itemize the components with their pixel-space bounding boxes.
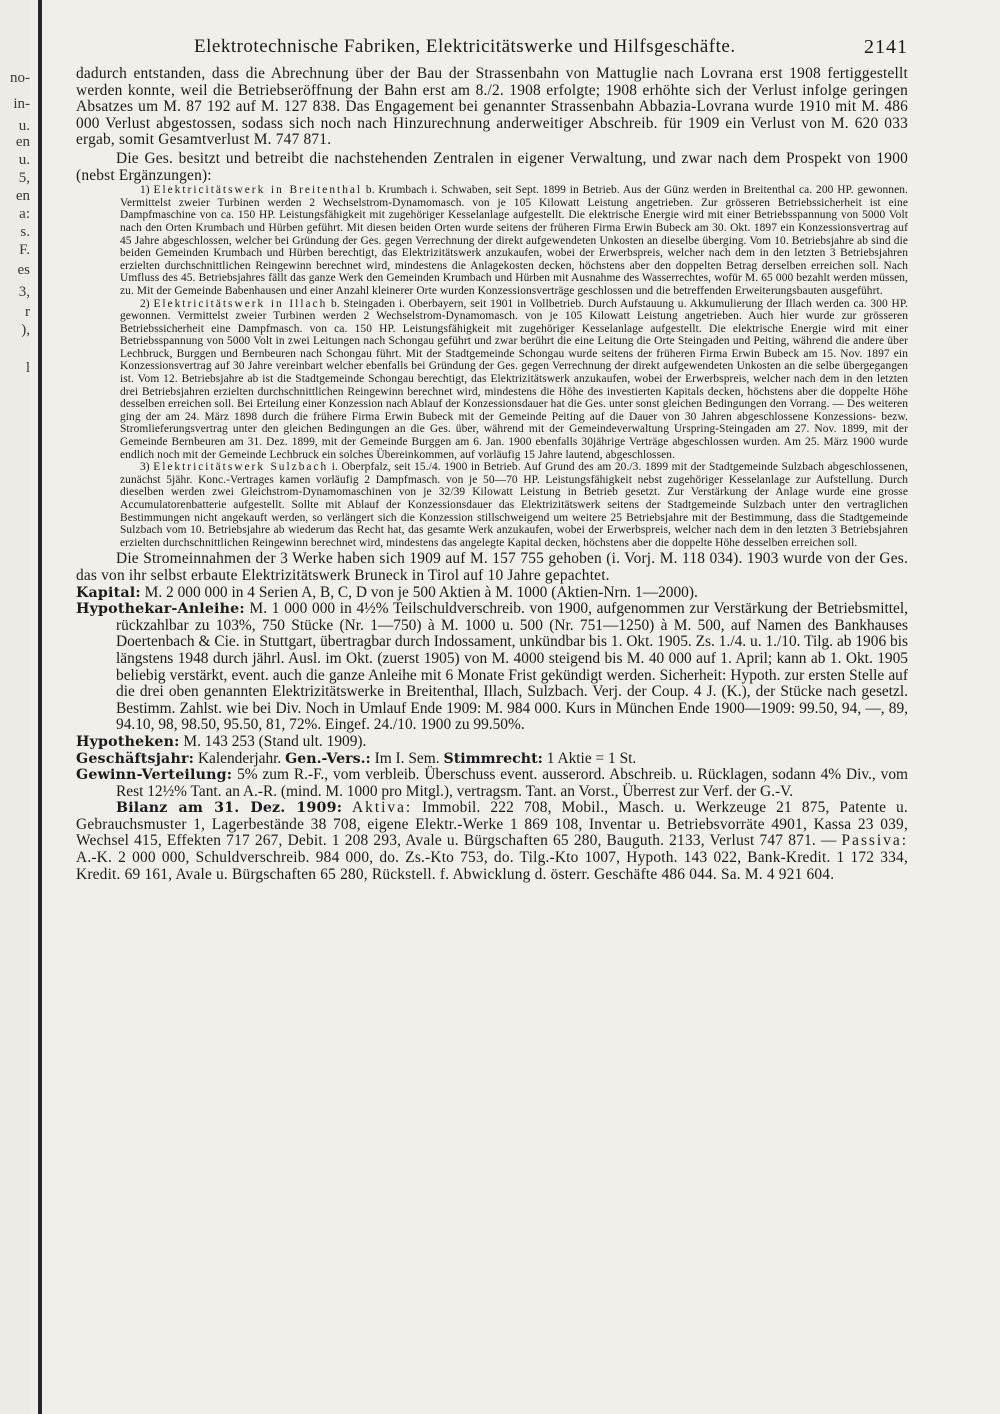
running-head: Elektrotechnische Fabriken, Elektricitätswerke und Hilfsgeschäfte. xyxy=(194,36,736,57)
stimmrecht-text: 1 Aktie = 1 St. xyxy=(546,749,637,767)
kapital-label: Kapital: xyxy=(76,584,141,601)
aktiva-text: Immobil. 222 708, Mobil., Masch. u. Werkzeuge 21 875, Patente u. Gebrauchsmuster 1, Lagerbestände 38 708, eigene Elektr.-Werke 1 869 108, Inventar u. Betriebsvorräte 4901, Kassa 23 039, Wechsel 415, Effekten 717 267, Debit. 1 208 293, Avale u. Bürgschaften 65 280, Bauguth. 2133, Verlust 747 871. — xyxy=(76,799,908,850)
aktiva-label: Aktiva: xyxy=(352,799,413,817)
stromeinnahmen-paragraph: Die Stromeinnahmen der 3 Werke haben sich 1909 auf M. 157 755 gehoben (i. Vorj. M. 118 034). 1903 wurde von der Ges. das von ihr selbst erbaute Elektrizitätswerk Bruneck in Tirol auf 10 Jahre gepachtet. xyxy=(76,550,908,584)
plant-text: b. Krumbach i. Schwaben, seit Sept. 1899 in Betrieb. Aus der Günz werden in Breitenthal ca. 200 HP. gewonnen. Vermittelst zweier Turbinen werden 2 Wechselstrom-Dynamomasch. von je 105 Kilowatt Leistung angetrieben. Zur grösseren Betriebssicherheit ist eine Dampfmaschine von ca. 150 HP. Leistungsfähigkeit mit zugehöriger Kesselanlage aufgestellt. Die elektrische Energie wird mit einer Betriebsspannung von 5000 Volt nach den Orten Krumbach und Hürben geführt. Mit diesen beiden Orten wurde seitens der früheren Firma Erwin Bubeck am 30. Okt. 1897 ein Konzessionsvertrag auf 45 Jahre abgeschlossen, welcher bei Gründung der Ges. gegen Verrechnung der direkt aufgewendeten Unkosten an dieselbe überging. Vom 10. Betriebsjahre ab sind die beiden Gemeinden Krumbach und Hürben berechtigt, das Elektrizitätswerk anzukaufen, wobei der Erwerbspreis, welcher nach dem in den letzten 3 Betriebsjahren erzielten durchschnittlichen Reingewinn berechnet wird, mindestens die Anlagekosten decken, höchstens aber den doppelten Betrag derselben erreichen soll. Nach Umfluss des 45. Betriebsjahres fällt das ganze Werk den Gemeinden Krumbach und Hürben mit Ausnahme des Wasserrechtes, wofür M. 65 000 bezahlt werden müssen, zu. Mit der Gemeinde Babenhausen und einer Anzahl kleinerer Orte wurden Konzessionsverträge geschlossen und die betreffenden Erweiterungsbauten ausgeführt. xyxy=(120,184,909,297)
margin-fragment: u. xyxy=(18,152,30,168)
margin-fragment: 3, xyxy=(18,284,30,300)
geschaeftsjahr-label: Geschäftsjahr: xyxy=(76,750,195,767)
margin-fragment: en xyxy=(15,134,30,150)
gen-vers-label: Gen.-Vers.: xyxy=(285,750,371,767)
geschaeftsjahr-text: Kalenderjahr. xyxy=(197,749,282,767)
passiva-label: Passiva: xyxy=(841,832,908,850)
hypotheken-entry xyxy=(76,734,908,751)
binding-gutter xyxy=(38,0,42,1414)
plant-number: 1) xyxy=(140,184,150,197)
geschaeftsjahr-entry xyxy=(76,751,908,768)
margin-fragment: s. xyxy=(20,224,30,240)
margin-fragment: 5, xyxy=(18,170,30,186)
margin-fragment: en xyxy=(15,188,30,204)
gewinn-text: 5% zum R.-F., vom verbleib. Überschuss event. ausserord. Abschreib. u. Rücklagen, sodann 4% Div., vom Rest 12½% Tant. an A.-R. (mind. M. 1000 pro Mitgl.), vertragsm. Tant. an Vorst., Überrest zur Verf. der G.-V. xyxy=(116,766,908,800)
margin-fragment: F. xyxy=(19,242,30,258)
bilanz-entry xyxy=(76,800,908,883)
hypothekar-label: Hypothekar-Anleihe: xyxy=(76,601,245,618)
gen-vers-text: Im I. Sem. xyxy=(374,749,440,767)
kapital-entry xyxy=(76,585,908,602)
margin-fragment: no- xyxy=(10,70,30,86)
gewinn-entry xyxy=(76,767,908,800)
margin-fragment: ), xyxy=(21,322,30,338)
passiva-text: A.-K. 2 000 000, Schuldverschreib. 984 000, do. Zs.-Kto 753, do. Tilg.-Kto 1007, Hypoth. 143 022, Bank-Kredit. 1 172 334, Kredit. 69 161, Avale u. Bürgschaften 65 280, Rückstell. f. Abwicklung d. österr. Geschäfte 486 044. Sa. M. 4 921 604. xyxy=(76,849,908,883)
left-margin-strip xyxy=(0,0,30,1414)
margin-fragment: u. xyxy=(18,118,30,134)
intro-paragraph: dadurch entstanden, dass die Abrechnung über der Bau der Strassenbahn von Mattuglie nach Lovrana erst 1908 fertiggestellt werden konnte, weil die Betriebseröffnung der Bahn erst am 8./2. 1908 erfolgte; 1908 erhöhte sich der Verlust infolge geringen Absatzes um M. 87 192 auf M. 127 838. Das Engagement bei genannter Strassenbahn Abbazia-Lovrana wurde 1910 mit M. 486 000 Verlust abgestossen, sodass sich noch nach Hinzurechnung anderweitiger Abschreib. für 1909 ein Verlust von M. 620 033 ergab, somit Gesamtverlust M. 747 871. xyxy=(76,65,908,149)
plant-name: Elektricitätswerk Sulzbach xyxy=(153,461,329,474)
plant-number: 2) xyxy=(140,297,150,310)
plant-number: 3) xyxy=(140,461,150,474)
plant-name: Elektricitätswerk in Illach xyxy=(153,297,328,310)
plant-text: i. Oberpfalz, seit 15./4. 1900 in Betrieb. Auf Grund des am 20./3. 1899 mit der Stadtgemeinde Sulzbach abgeschlossenen, zunächst 5jähr. Konc.-Vertrages kamen vorläufig 2 Dampfmasch. von je 50—70 HP. Leistungsfähigkeit nebst zugehöriger Kesselanlage zur Aufstellung. Durch dieselben werden zwei Gleichstrom-Dynamomaschinen von je 32/39 Kilowatt Leistung in Betrieb gesetzt. Zur Verstärkung der Anlage wurde eine grosse Accumulatorenbatterie aufgestellt. Sollte mit Ablauf der Konzessionsdauer das Elektrizitätswerk seitens der Stadtgemeinde Sulzbach unter den vertraglichen Bestimmungen nicht angekauft werden, so verlängert sich die Konzession stillschweigend um weitere 25 Betriebsjahre mit der Bestimmung, dass die Stadtgemeinde Sulzbach vom 10. Betriebsjahre ab wiederum das Recht hat, das gesamte Werk anzukaufen, wobei der Erwerbspreis, welcher nach dem in den letzten 3 Betriebsjahren erzielten durchschnittlichen Reingewinn berechnet wird, mindestens das angelegte Kapital decken, höchstens aber die doppelte Höhe desselben erreichen soll. xyxy=(120,461,908,549)
plant-illach xyxy=(120,298,908,462)
plant-text: b. Steingaden i. Oberbayern, seit 1901 in Vollbetrieb. Durch Aufstauung u. Akkumulierung der Illach werden ca. 300 HP. gewonnen. Vermittelst zweier Turbinen werden 2 Wechselstrom-Dynamomasch. von je 105 Kilowatt Leistung angetrieben. Auch hier wurde zur grösseren Betriebssicherheit eine Dampfmasch. von ca. 150 HP. Leistungsfähigkeit mit zugehöriger Kesselanlage aufgestellt. Die elektrische Energie wird mit einer Betriebsspannung von 5000 Volt in zwei Leitungen nach Schongau geführt und zwar berührt die eine Leitung die Orte Steingaden und Peiting, während die andere über Lechbruck, Burggen und Bernbeuren nach Schongau führt. Mit der Stadtgemeinde Schongau wurde seitens der früheren Firma Erwin Bubeck am 15. Nov. 1897 ein Konzessionsvertrag auf 30 Jahre vereinbart welcher ebenfalls bei Gründung der Ges. gegen Verrechnung der direkt aufgewendeten Unkosten an die selbe übergegangen ist. Vom 12. Betriebsjahre ab ist die Stadtgemeinde Schongau berechtigt, das Elektrizitätswerk anzukaufen, wobei der Erwerbspreis, welcher nach dem in den letzten drei Betriebsjahren erzielten durchschnittlichen Reingewinn berechnet wird, mindestens die Höhe des investierten Kapitals decken, höchstens aber die doppelte Höhe desselben erreichen soll. Bei Erteilung einer Konzession nach Ablauf der Konzessionsdauer hat die Ges. unter sonst gleichen Bedingungen den Vorrang. — Des weiteren ging der am 24. März 1898 durch die frühere Firma Erwin Bubeck mit der Gemeinde Peiting auf die Dauer von 30 Jahren abgeschlossene Konzessions- bezw. Stromlieferungsvertrag unter den gleichen Bedingungen an die Ges. über, während mit der Gemeindeverwaltung Urspring-Steingaden am 27. Nov. 1899, mit der Gemeinde Bernbeuren am 31. Dez. 1899, mit der Gemeinde Burggen am 6. Jan. 1900 ebenfalls 30jährige Verträge abgeschlossen wurden. Am 25. März 1900 wurde endlich noch mit der Gemeinde Lechbruck ein solches Übereinkommen, auf vorläufig 15 Jahre lautend, abgeschlossen. xyxy=(120,297,908,461)
margin-fragment: r xyxy=(25,304,30,320)
hypothekar-text: M. 1 000 000 in 4½% Teilschuldverschreib. von 1900, aufgenommen zur Verstärkung der Betriebsmittel, rückzahlbar zu 103%, 750 Stücke (Nr. 1—750) à M. 1000 u. 500 (Nr. 751—1250) à M. 500, auf Namen des Bankhauses Doertenbach & Cie. in Stuttgart, übertragbar durch Indossament, unkündbar bis 1. Okt. 1905. Zs. 1./4. u. 1./10. Tilg. ab 1906 bis längstens 1948 durch jährl. Ausl. im Okt. (zuerst 1905) von M. 4000 steigend bis M. 40 000 auf 1. April; kann ab 1. Okt. 1905 beliebig verstärkt, event. auch die ganze Anleihe mit 6 Monate Frist gekündigt werden. Sicherheit: Hypoth. zur ersten Stelle auf die drei oben genannten Elektrizitätswerke in Breitenthal, Illach, Sulzbach. Verj. der Coup. 4 J. (K.), der Stücke nach gesetzl. Bestimm. Zahlst. wie bei Div. Noch in Umlauf Ende 1909: M. 984 000. Kurs in München Ende 1900—1909: 99.50, 94, —, 89, 94.10, 98, 98.50, 95.50, 81, 72%. Eingef. 24./10. 1900 zu 99.50%. xyxy=(116,600,908,734)
hypothekar-entry xyxy=(76,601,908,734)
stimmrecht-label: Stimmrecht: xyxy=(443,750,543,767)
hypotheken-label: Hypotheken: xyxy=(76,733,180,750)
margin-fragment: a: xyxy=(19,206,30,222)
gewinn-label: Gewinn-Verteilung: xyxy=(76,767,233,784)
plant-sulzbach xyxy=(120,461,908,549)
margin-fragment: in- xyxy=(13,96,30,112)
margin-fragment: es xyxy=(17,262,30,278)
page-header xyxy=(76,36,908,66)
zentralen-intro: Die Ges. besitzt und betreibt die nachstehenden Zentralen in eigener Verwaltung, und zwar nach dem Prospekt von 1900 (nebst Ergänzungen): xyxy=(76,149,908,184)
plant-breitenthal xyxy=(120,184,908,297)
margin-fragment: l xyxy=(25,360,30,376)
document-page xyxy=(76,36,908,883)
plant-name: Elektricitätswerk in Breitenthal xyxy=(153,184,363,197)
page-number: 2141 xyxy=(864,36,908,58)
bilanz-label: Bilanz am 31. Dez. 1909: xyxy=(116,800,343,817)
kapital-text: M. 2 000 000 in 4 Serien A, B, C, D von je 500 Aktien à M. 1000 (Aktien-Nrn. 1—2000). xyxy=(144,583,698,601)
hypotheken-text: M. 143 253 (Stand ult. 1909). xyxy=(183,732,367,750)
